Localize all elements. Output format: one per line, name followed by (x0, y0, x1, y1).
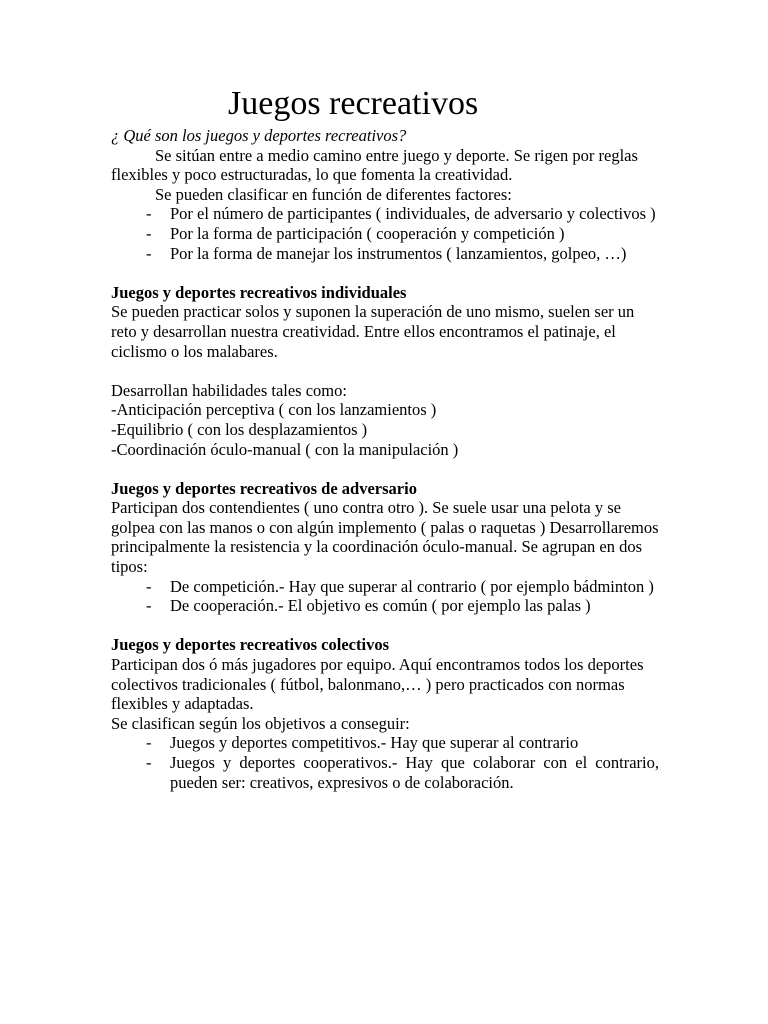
section-text-adversario: Participan dos contendientes ( uno contra otro ). Se suele usar una pelota y se golpea con las manos o con algún implemento ( palas o raquetas ) Desarrollaremos principalmente la resistencia y la coordinación óculo-manual. Se agrupan en dos tipos: (111, 498, 659, 577)
list-item-text: Por la forma de participación ( cooperación y competición ) (170, 223, 565, 243)
adversario-types-list (111, 577, 659, 616)
section-heading-colectivos: Juegos y deportes recreativos colectivos (111, 635, 389, 655)
spacer (111, 459, 659, 479)
section-heading-adversario: Juegos y deportes recreativos de adversario (111, 478, 417, 498)
spacer (111, 361, 659, 381)
document-subtitle: ¿ Qué son los juegos y deportes recreativos? (111, 126, 407, 145)
bullet-dash: - (146, 243, 152, 263)
list-item (146, 243, 659, 264)
bullet-dash: - (146, 733, 152, 753)
list-item-text: Por la forma de manejar los instrumentos ( lanzamientos, golpeo, …) (170, 243, 627, 263)
document-body (111, 126, 659, 792)
skill-item: -Anticipación perceptiva ( con los lanzamientos ) (111, 400, 437, 420)
bullet-dash: - (146, 204, 152, 224)
list-item-text: Juegos y deportes competitivos.- Hay que superar al contrario (170, 733, 579, 753)
bullet-dash: - (146, 223, 152, 243)
list-item-text: Juegos y deportes cooperativos.- Hay que colaborar con el contrario, pueden ser: creativos, expresivos o de colaboración. (170, 753, 659, 792)
document-title: Juegos recreativos (228, 85, 479, 122)
list-item-text: De cooperación.- El objetivo es común ( por ejemplo las palas ) (170, 596, 591, 616)
list-item (146, 576, 659, 597)
bullet-dash: - (146, 576, 152, 596)
list-item (146, 596, 659, 616)
spacer (111, 263, 659, 283)
list-item (146, 733, 659, 753)
list-item (146, 753, 659, 792)
bullet-dash: - (146, 753, 152, 772)
objectives-intro: Se clasifican según los objetivos a conseguir: (111, 713, 410, 733)
list-item (146, 204, 659, 224)
classification-intro: Se pueden clasificar en función de diferentes factores: (155, 184, 512, 204)
list-item (146, 223, 659, 244)
spacer (111, 616, 659, 636)
bullet-dash: - (146, 596, 152, 616)
factors-list (111, 204, 659, 263)
intro-paragraph: Se sitúan entre a medio camino entre juego y deporte. Se rigen por reglas flexibles y poco estructuradas, lo que fomenta la creatividad. (111, 145, 638, 185)
list-item-text: De competición.- Hay que superar al contrario ( por ejemplo bádminton ) (170, 576, 654, 596)
section-text-colectivos: Participan dos ó más jugadores por equipo. Aquí encontramos todos los deportes colectivos tradicionales ( fútbol, balonmano,… ) pero practicados con normas flexibles y adaptadas. (111, 655, 644, 714)
section-heading-individuales: Juegos y deportes recreativos individuales (111, 282, 407, 302)
colectivos-types-list (111, 733, 659, 792)
section-text-individuales: Se pueden practicar solos y suponen la superación de uno mismo, suelen ser un reto y desarrollan nuestra creatividad. Entre ellos encontramos el patinaje, el ciclismo o los malabares. (111, 302, 635, 361)
skill-item: -Equilibrio ( con los desplazamientos ) (111, 419, 368, 439)
list-item-text: Por el número de participantes ( individuales, de adversario y colectivos ) (170, 204, 656, 224)
skills-intro: Desarrollan habilidades tales como: (111, 380, 347, 400)
skill-item: -Coordinación óculo-manual ( con la manipulación ) (111, 439, 459, 459)
